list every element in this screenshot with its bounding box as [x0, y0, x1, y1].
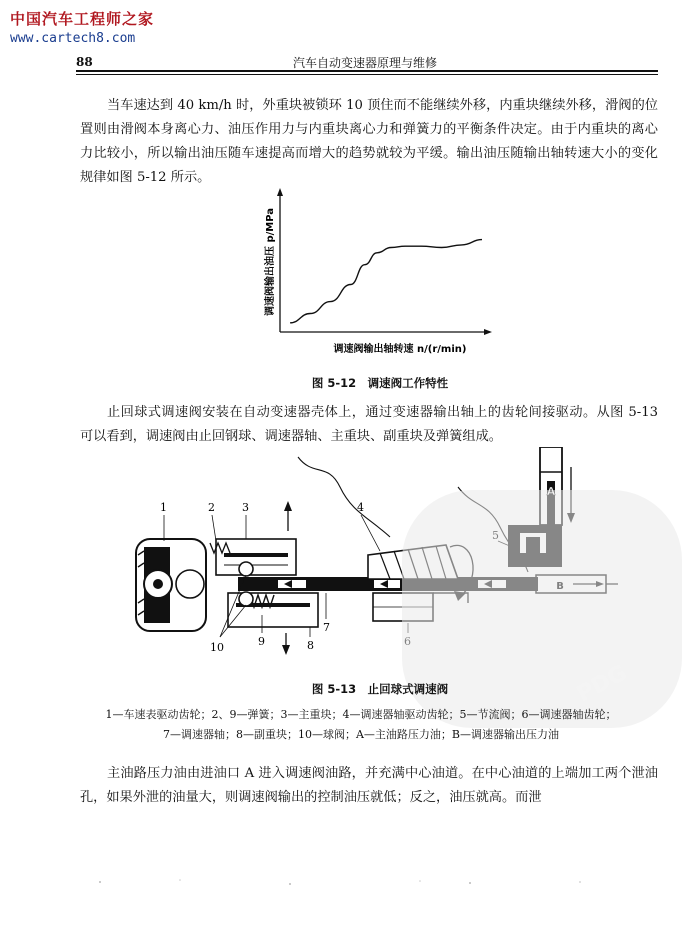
figure-5-13-caption: 图 5-13 止回球式调速阀: [311, 682, 449, 696]
x-axis-label: 调速阀输出轴转速 n/(r/min): [333, 344, 467, 355]
figure-5-13-legend-line-1: 1—车速表驱动齿轮；2、9—弹簧；3—主重块；4—调速器轴驱动齿轮；5—节流阀；6—调速器轴齿轮；: [105, 708, 617, 721]
figure-5-12-caption: 图 5-12 调速阀工作特性: [311, 376, 449, 390]
check-ball-upper: [239, 562, 253, 576]
header-rule: [76, 70, 658, 72]
callout-9: 9: [258, 635, 265, 648]
stamp-text: PDG: [573, 660, 632, 708]
pressure-curve: [290, 240, 482, 323]
paragraph-2: 止回球式调速阀安装在自动变速器壳体上，通过变速器输出轴上的齿轮间接驱动。从图 5-13 可以看到，调速阀由止回钢球、调速器轴、主重块、副重块及弹簧组成。: [80, 405, 658, 444]
y-axis-arrow: [277, 188, 283, 196]
paragraph-3: 主油路压力油由进油口 A 进入调速阀油路，并充满中心油道。在中心油道的上端加工两个泄油孔，如果外泄的油量大，则调速阀输出的控制油压就低；反之，油压就高。而泄: [80, 766, 658, 805]
main-weight: [216, 539, 296, 575]
callout-10: 10: [210, 641, 224, 654]
figure-5-13-legend-line-2: 7—调速器轴；8—副重块；10—球阀；A—主油路压力油；B—调速器输出压力油: [162, 728, 560, 741]
callout-7: 7: [323, 621, 330, 634]
figure-5-12-chart: [262, 186, 502, 364]
x-axis-arrow: [484, 329, 492, 335]
callout-2: 2: [208, 501, 215, 514]
outward-arrow-down: [282, 633, 290, 655]
site-watermark-brand: 中国汽车工程师之家: [10, 10, 155, 28]
outward-arrow-up: [284, 501, 292, 531]
callout-3: 3: [242, 501, 249, 514]
site-watermark-url: www.cartech8.com: [10, 31, 136, 46]
scan-specks: [60, 872, 640, 892]
callout-8: 8: [307, 639, 314, 652]
callout-4: 4: [357, 501, 364, 514]
header-rule-thin: [76, 74, 658, 75]
speedometer-gear: [136, 539, 206, 631]
callout-1: 1: [160, 501, 167, 514]
paragraph-1: 当车速达到 40 km/h 时，外重块被锁环 10 顶住而不能继续外移，内重块继续外移，滑阀的位置则由滑阀本身离心力、油压作用力与内重块离心力和弹簧力的平衡条件决定。由于内重块的离心力比较小，所以输出油压随车速提高而增大的趋势就较为平缓。输出油压随输出轴转速大小的变化规律如图 5-12 所示。: [80, 98, 658, 185]
check-ball-lower: [239, 592, 253, 606]
y-axis-label: 调速阀输出油压 p/MPa: [265, 207, 276, 317]
page-number: 88: [76, 55, 93, 69]
running-title: 汽车自动变速器原理与维修: [292, 56, 437, 70]
